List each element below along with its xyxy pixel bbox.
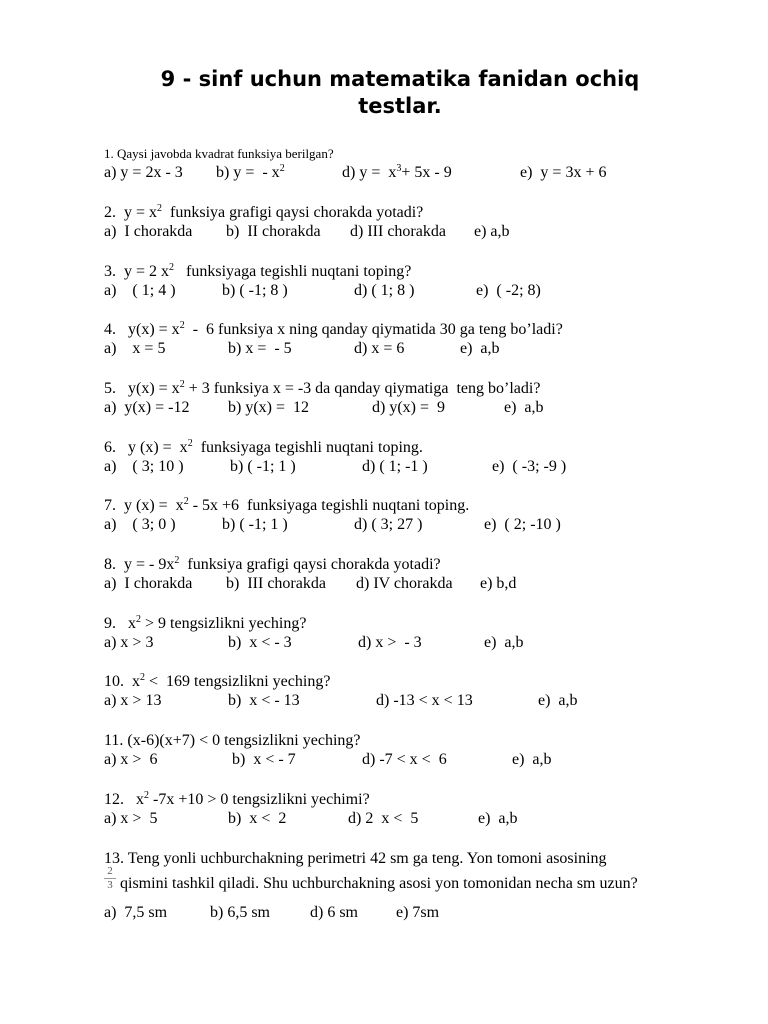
answer-e: e) 7sm: [396, 904, 440, 921]
answer-e: e) b,d: [480, 575, 517, 592]
superscript: 2: [144, 790, 149, 801]
question-4: [104, 320, 744, 359]
answer-d: d) IV chorakda: [356, 575, 453, 592]
question-11-text: 11. (x-6)(x+7) < 0 tengsizlikni yeching?: [104, 732, 361, 749]
superscript: 2: [140, 672, 145, 683]
answer-e: e) a,b: [474, 223, 510, 240]
superscript: 2: [179, 379, 185, 390]
question-11: [104, 731, 744, 770]
answer-a: a) x = 5: [104, 340, 166, 357]
answer-d: d) 6 sm: [310, 904, 358, 921]
question-12-text: 12. $x^2$ -7x +10 > 0 tengsizlikni yechimi?: [104, 790, 370, 808]
answer-e: e) a,b: [504, 399, 544, 416]
question-12: [104, 790, 744, 829]
question-6: [104, 438, 744, 477]
question-6-text: 6. y $(x) = x^2$ funksiyaga tegishli nuqtani toping.: [104, 438, 423, 456]
answer-b: b) III chorakda: [226, 575, 326, 592]
question-3-answers: [104, 281, 744, 301]
question-10-answers: [104, 691, 744, 711]
superscript: 3: [396, 163, 402, 174]
question-13: [104, 849, 744, 923]
answer-a: a) I chorakda: [104, 223, 193, 240]
question-8: [104, 555, 744, 594]
question-10-text: 10. $x^2 < 169$ tengsizlikni yeching?: [104, 672, 331, 690]
title-line-2: testlar.: [358, 94, 442, 118]
answer-d: d) ( 1; -1 ): [362, 458, 428, 475]
question-3: [104, 262, 744, 301]
question-6-answers: [104, 457, 744, 477]
question-13-text-line-1: 13. Teng yonli uchburchakning perimetri 42 sm ga teng. Yon tomoni asosining: [104, 850, 607, 867]
answer-e: e) ( -3; -9 ): [492, 458, 567, 475]
page-title: [120, 66, 680, 120]
question-1: [104, 146, 744, 183]
superscript: 2: [136, 614, 141, 625]
answer-d: d) x > - 3: [358, 634, 422, 651]
superscript: 2: [169, 262, 175, 273]
answer-b: b) x < 2: [228, 810, 287, 827]
question-7-answers: [104, 515, 744, 535]
answer-b: b) 6,5 sm: [210, 904, 270, 921]
question-5-text: 5. $y(x) = x^2 + 3$ funksiya x = -3 da qanday qiymatiga teng bo’ladi?: [104, 379, 541, 397]
answer-e: e) a,b: [538, 692, 578, 709]
superscript: 2: [279, 163, 285, 174]
question-5-answers: [104, 398, 744, 418]
answer-b: b) x = - 5: [228, 340, 292, 357]
question-11-answers: [104, 750, 744, 770]
question-8-answers: [104, 574, 744, 594]
question-4-text: 4. $y(x) = x^2 - 6$ funksiya x ning qanday qiymatida 30 ga teng bo’ladi?: [104, 320, 563, 338]
answer-e: e) a,b: [512, 751, 552, 768]
answer-e: e) a,b: [484, 634, 524, 651]
question-8-text: 8. y = - $9x^2$ funksiya grafigi qaysi chorakda yotadi?: [104, 555, 441, 573]
answer-d: d) III chorakda: [350, 223, 446, 240]
answer-e: e) y = 3x + 6: [520, 164, 607, 181]
question-1-text: 1. Qaysi javobda kvadrat funksiya berilgan?: [104, 146, 334, 161]
answer-b: b) x < - 3: [228, 634, 292, 651]
question-1-answers: [104, 163, 744, 183]
answer-a: a) I chorakda: [104, 575, 193, 592]
question-7-text: 7. y $(x) = x^2 - 5x +6$ funksiyaga tegishli nuqtani toping.: [104, 496, 470, 514]
answer-a: a) ( 3; 0 ): [104, 516, 176, 533]
title-line-1: 9 - sinf uchun matematika fanidan ochiq: [160, 67, 640, 91]
answer-a: a) 7,5 sm: [104, 904, 168, 921]
question-13-text-line-2: $\frac{2}{3}$ qismini tashkil qiladi. Shu uchburchakning asosi yon tomonidan necha sm uzun?: [104, 871, 744, 903]
question-2: [104, 203, 744, 242]
answer-b: b) x < - 13: [228, 692, 300, 709]
answer-a: a) ( 1; 4 ): [104, 282, 176, 299]
answer-b: b) y = - $x^2$: [216, 163, 285, 181]
answer-b: b) ( -1; 1 ): [230, 458, 296, 475]
question-5: [104, 379, 744, 418]
question-4-answers: [104, 339, 744, 359]
question-12-answers: [104, 809, 744, 829]
fraction-two-thirds: $\frac{2}{3}$: [104, 865, 116, 892]
answer-a: a) x > 5: [104, 810, 158, 827]
answer-e: e) a,b: [478, 810, 518, 827]
answer-d: d) 2 x < 5: [348, 810, 419, 827]
superscript: 2: [187, 438, 193, 449]
question-9-text: 9. $x^2 > 9$ tengsizlikni yeching?: [104, 614, 307, 632]
question-9-answers: [104, 633, 744, 653]
question-3-text: 3. y = 2 $x^2$ funksiyaga tegishli nuqtani toping?: [104, 262, 412, 280]
answer-a: a) ( 3; 10 ): [104, 458, 184, 475]
superscript: 2: [157, 203, 163, 214]
answer-a: a) x > 6: [104, 751, 158, 768]
superscript: 2: [174, 555, 180, 566]
answer-d: d) $y = x^3+ 5x - 9$: [342, 163, 452, 181]
answer-d: d) ( 1; 8 ): [354, 282, 415, 299]
question-10: [104, 672, 744, 711]
answer-b: b) ( -1; 1 ): [222, 516, 288, 533]
answer-a: a) x > 13: [104, 692, 162, 709]
superscript: 2: [183, 496, 189, 507]
question-2-text: 2. $y = x^2$ funksiya grafigi qaysi chorakda yotadi?: [104, 203, 424, 221]
question-13-answers: [104, 903, 744, 923]
answer-b: b) y(x) = 12: [228, 399, 310, 416]
answer-a: a) x > 3: [104, 634, 154, 651]
superscript: 2: [179, 320, 185, 331]
answer-b: b) II chorakda: [226, 223, 321, 240]
answer-d: d) -13 < x < 13: [376, 692, 473, 709]
question-2-answers: [104, 222, 744, 242]
answer-a: a) y = 2x - 3: [104, 164, 183, 181]
answer-b: b) x < - 7: [232, 751, 296, 768]
answer-d: d) x = 6: [354, 340, 405, 357]
answer-e: e) a,b: [460, 340, 500, 357]
answer-d: d) ( 3; 27 ): [354, 516, 423, 533]
answer-a: a) y(x) = -12: [104, 399, 190, 416]
question-7: [104, 496, 744, 535]
answer-b: b) ( -1; 8 ): [222, 282, 288, 299]
answer-d: d) -7 < x < 6: [362, 751, 447, 768]
answer-e: e) ( 2; -10 ): [484, 516, 561, 533]
question-9: [104, 614, 744, 653]
answer-d: d) y(x) = 9: [372, 399, 446, 416]
answer-e: e) ( -2; 8): [476, 282, 541, 299]
